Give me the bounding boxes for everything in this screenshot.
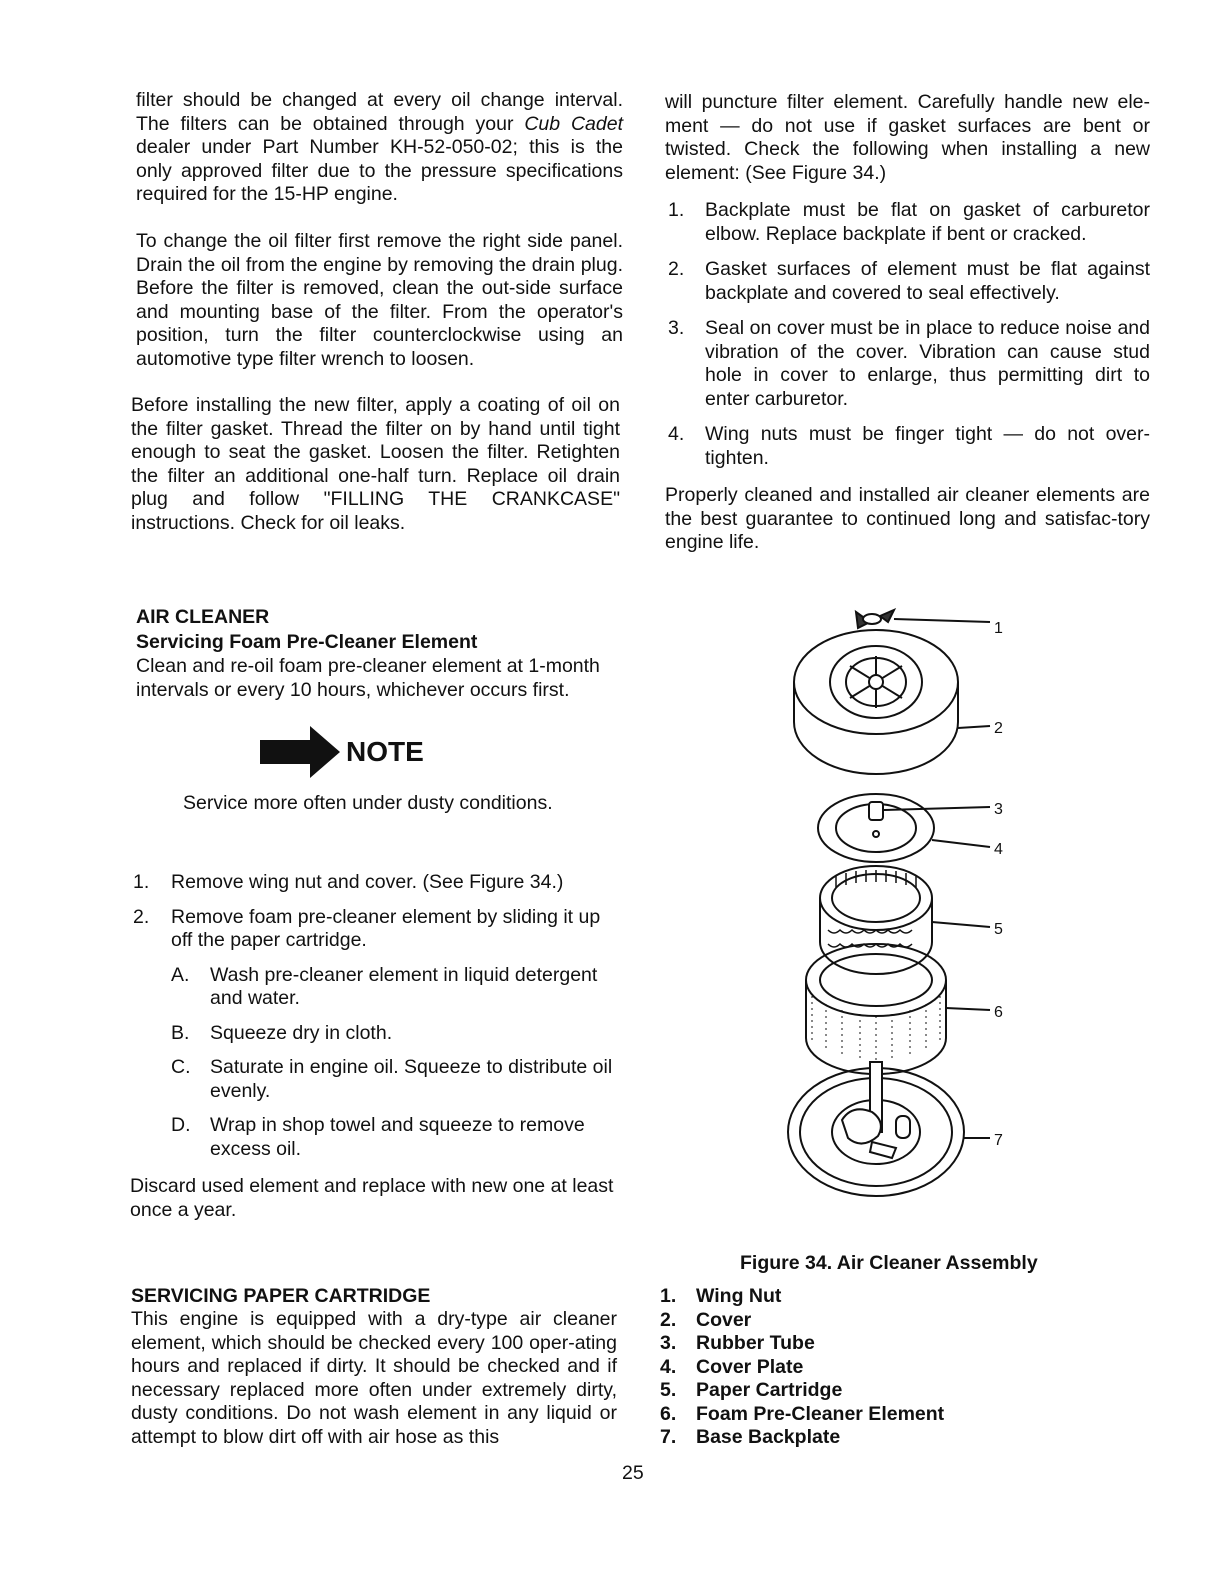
callout-6: 6 [994, 1004, 1003, 1021]
list-item: C. Saturate in engine oil. Squeeze to distribute oil evenly. [171, 1056, 613, 1102]
oil-filter-paragraph-3: Before installing the new filter, apply a coating of oil on the filter gasket. Thread the filter on by hand until tight enough to seat the gasket. Loosen the filter. Retighten the filter an additional one-half turn. Replace oil drain plug and follow "FILLING THE CRANKCASE" instructions. Check for oil leaks. [131, 394, 620, 534]
oil-filter-paragraph-1 [136, 89, 623, 207]
oil-filter-paragraph-2: To change the oil filter first remove the right side panel. Drain the oil from the engine by removing the drain plug. Before the filter is removed, clean the out-side surface and mounting base of the filter. From the operator's position, turn the filter counterclockwise using an automotive type filter wrench to loosen. [136, 230, 623, 370]
paper-heading: SERVICING PAPER CARTRIDGE [131, 1285, 431, 1307]
brand-name: Cub Cadet [524, 112, 623, 135]
list-item: 2. Cover [660, 1308, 752, 1331]
callout-7: 7 [994, 1132, 1003, 1149]
air-cleaner-heading: AIR CLEANER [136, 606, 270, 628]
oil-filter-p1-text: filter should be changed at every oil change interval. The filters can be obtained through your [136, 89, 623, 135]
install-checks [668, 199, 1150, 482]
callout-4: 4 [994, 841, 1003, 858]
air-cleaner-diagram [776, 600, 1036, 1210]
oil-filter-p1-rest: dealer under Part Number KH-52-050-02; this is the only approved filter due to the pressure specifications required for the 15-HP engine. [136, 136, 623, 205]
list-item: 2. Remove foam pre-cleaner element by sliding it up off the paper cartridge. [133, 905, 601, 951]
foam-intro: Clean and re-oil foam pre-cleaner element at 1-month intervals or every 10 hours, whichever occurs first. [136, 655, 600, 701]
note-callout [258, 724, 458, 780]
note-text: Service more often under dusty conditions. [183, 792, 553, 814]
paper-cartridge-icon [820, 866, 932, 974]
paper-text: This engine is equipped with a dry-type air cleaner element, which should be checked every 100 oper-ating hours and replaced if dirty. It should be checked and if necessary replaced more often under extremely dirty, dusty conditions. Do not wash element in any liquid or attempt to blow dirt off with air hose as this [131, 1308, 617, 1448]
list-item: 6. Foam Pre-Cleaner Element [660, 1402, 945, 1425]
list-item: 3. Seal on cover must be in place to reduce noise and vibration of the cover. Vibration can cause stud hole in cover to enlarge, thus permitting dirt to enter carburetor. [668, 317, 1150, 410]
list-item: 4. Wing nuts must be finger tight — do not over-tighten. [668, 423, 1150, 469]
page-number: 25 [622, 1462, 644, 1484]
callout-2: 2 [994, 720, 1003, 737]
list-item: D. Wrap in shop towel and squeeze to remove excess oil. [171, 1114, 585, 1160]
callout-3: 3 [994, 801, 1003, 818]
list-item: 1. Remove wing nut and cover. (See Figure 34.) [133, 871, 564, 893]
foam-steps [133, 871, 623, 1172]
list-item: 4. Cover Plate [660, 1355, 804, 1378]
foam-subheading: Servicing Foam Pre-Cleaner Element [136, 631, 478, 653]
closing-text: Properly cleaned and installed air cleaner elements are the best guarantee to continued long and satisfac-tory engine life. [665, 484, 1150, 553]
list-item: 1. Backplate must be flat on gasket of carburetor elbow. Replace backplate if bent or cracked. [668, 199, 1150, 245]
foam-element-icon [806, 944, 946, 1074]
wing-nut-icon [856, 610, 894, 628]
list-item: A. Wash pre-cleaner element in liquid detergent and water. [171, 963, 598, 1009]
cover-icon [794, 630, 958, 774]
parts-list [660, 1285, 1000, 1450]
cover-plate-icon [818, 794, 934, 862]
list-item: 5. Paper Cartridge [660, 1379, 843, 1401]
right-intro: will puncture filter element. Carefully handle new ele-ment — do not use if gasket surfaces are bent or twisted. Check the following when installing a new element: (See Figure 34.) [665, 91, 1150, 184]
list-item: 7. Base Backplate [660, 1426, 841, 1448]
list-item: 1. Wing Nut [660, 1285, 782, 1307]
arrow-right-icon [258, 724, 342, 780]
callout-1: 1 [994, 620, 1003, 637]
note-label: NOTE [346, 736, 424, 767]
list-item: B. Squeeze dry in cloth. [171, 1021, 393, 1044]
figure-caption: Figure 34. Air Cleaner Assembly [740, 1252, 1038, 1274]
list-item: 2. Gasket surfaces of element must be flat against backplate and covered to seal effectively. [668, 258, 1150, 304]
callout-5: 5 [994, 921, 1003, 938]
discard-text: Discard used element and replace with new one at least once a year. [130, 1175, 614, 1221]
base-backplate-icon [788, 1062, 964, 1196]
list-item: 3. Rubber Tube [660, 1332, 815, 1354]
